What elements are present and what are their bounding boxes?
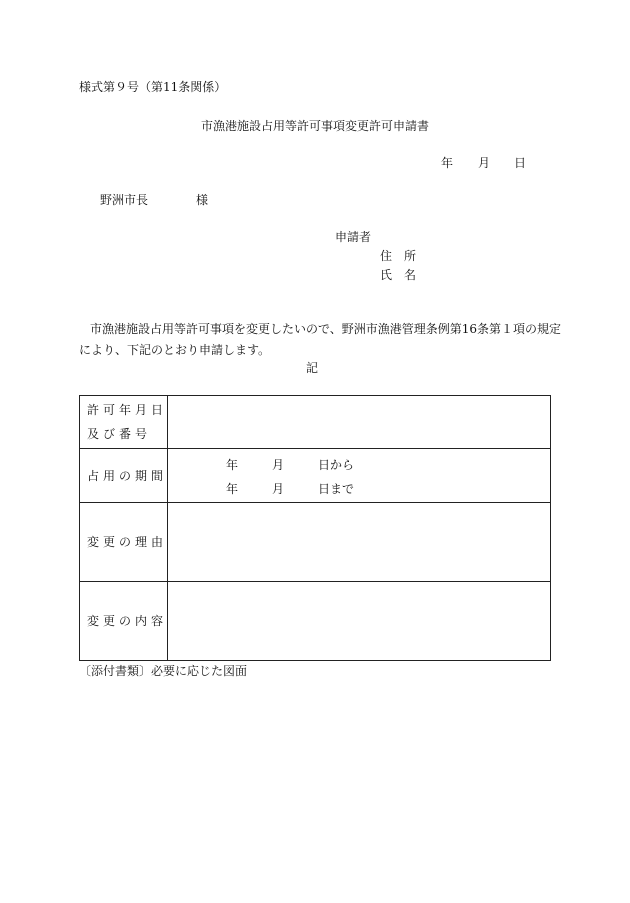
form-number: 様式第９号（第11条関係）	[79, 80, 227, 94]
period-to-line	[226, 482, 354, 496]
period-from-year: 年	[226, 458, 239, 472]
applicant-label: 申請者	[335, 230, 372, 244]
change-content-label: 変更の内容	[80, 582, 168, 661]
body-text-line-1: 市漁港施設占用等許可事項を変更したいので、野洲市漁港管理条例第16条第１項の規定	[90, 322, 562, 336]
period-to-year: 年	[226, 482, 239, 496]
occupancy-period-label: 占用の期間	[80, 449, 168, 503]
change-reason-label: 変更の理由	[80, 503, 168, 582]
permit-date-number-label	[80, 396, 168, 449]
date-year: 年	[441, 156, 454, 170]
date-day: 日	[514, 156, 527, 170]
table-row-period	[80, 449, 551, 503]
occupancy-period-field[interactable]	[168, 449, 551, 503]
body-text-line-2: により、下記のとおり申請します。	[79, 343, 271, 357]
period-from-day: 日から	[318, 458, 355, 472]
period-from-line	[226, 458, 354, 472]
applicant-address-label: 住所	[380, 249, 429, 263]
date-month: 月	[478, 156, 491, 170]
change-reason-field[interactable]	[168, 503, 551, 582]
table-row-reason	[80, 503, 551, 582]
period-to-day: 日まで	[318, 482, 355, 496]
table-row-content	[80, 582, 551, 661]
permit-label-line-2: 及び番号	[87, 427, 152, 441]
document-title: 市漁港施設占用等許可事項変更許可申請書	[200, 119, 429, 133]
addressee-honorific: 様	[196, 193, 209, 207]
addressee-name: 野洲市長	[100, 193, 149, 207]
permit-label-line-1: 許可年月日	[87, 403, 168, 417]
period-to-month: 月	[272, 482, 285, 496]
table-row-permit	[80, 396, 551, 449]
permit-date-number-field[interactable]	[168, 396, 551, 449]
change-content-field[interactable]	[168, 582, 551, 661]
applicant-name-label: 氏名	[380, 268, 429, 282]
details-table	[79, 395, 551, 661]
period-from-month: 月	[272, 458, 285, 472]
attachment-note: 〔添付書類〕必要に応じた図面	[79, 664, 248, 678]
ki-label: 記	[306, 361, 319, 375]
